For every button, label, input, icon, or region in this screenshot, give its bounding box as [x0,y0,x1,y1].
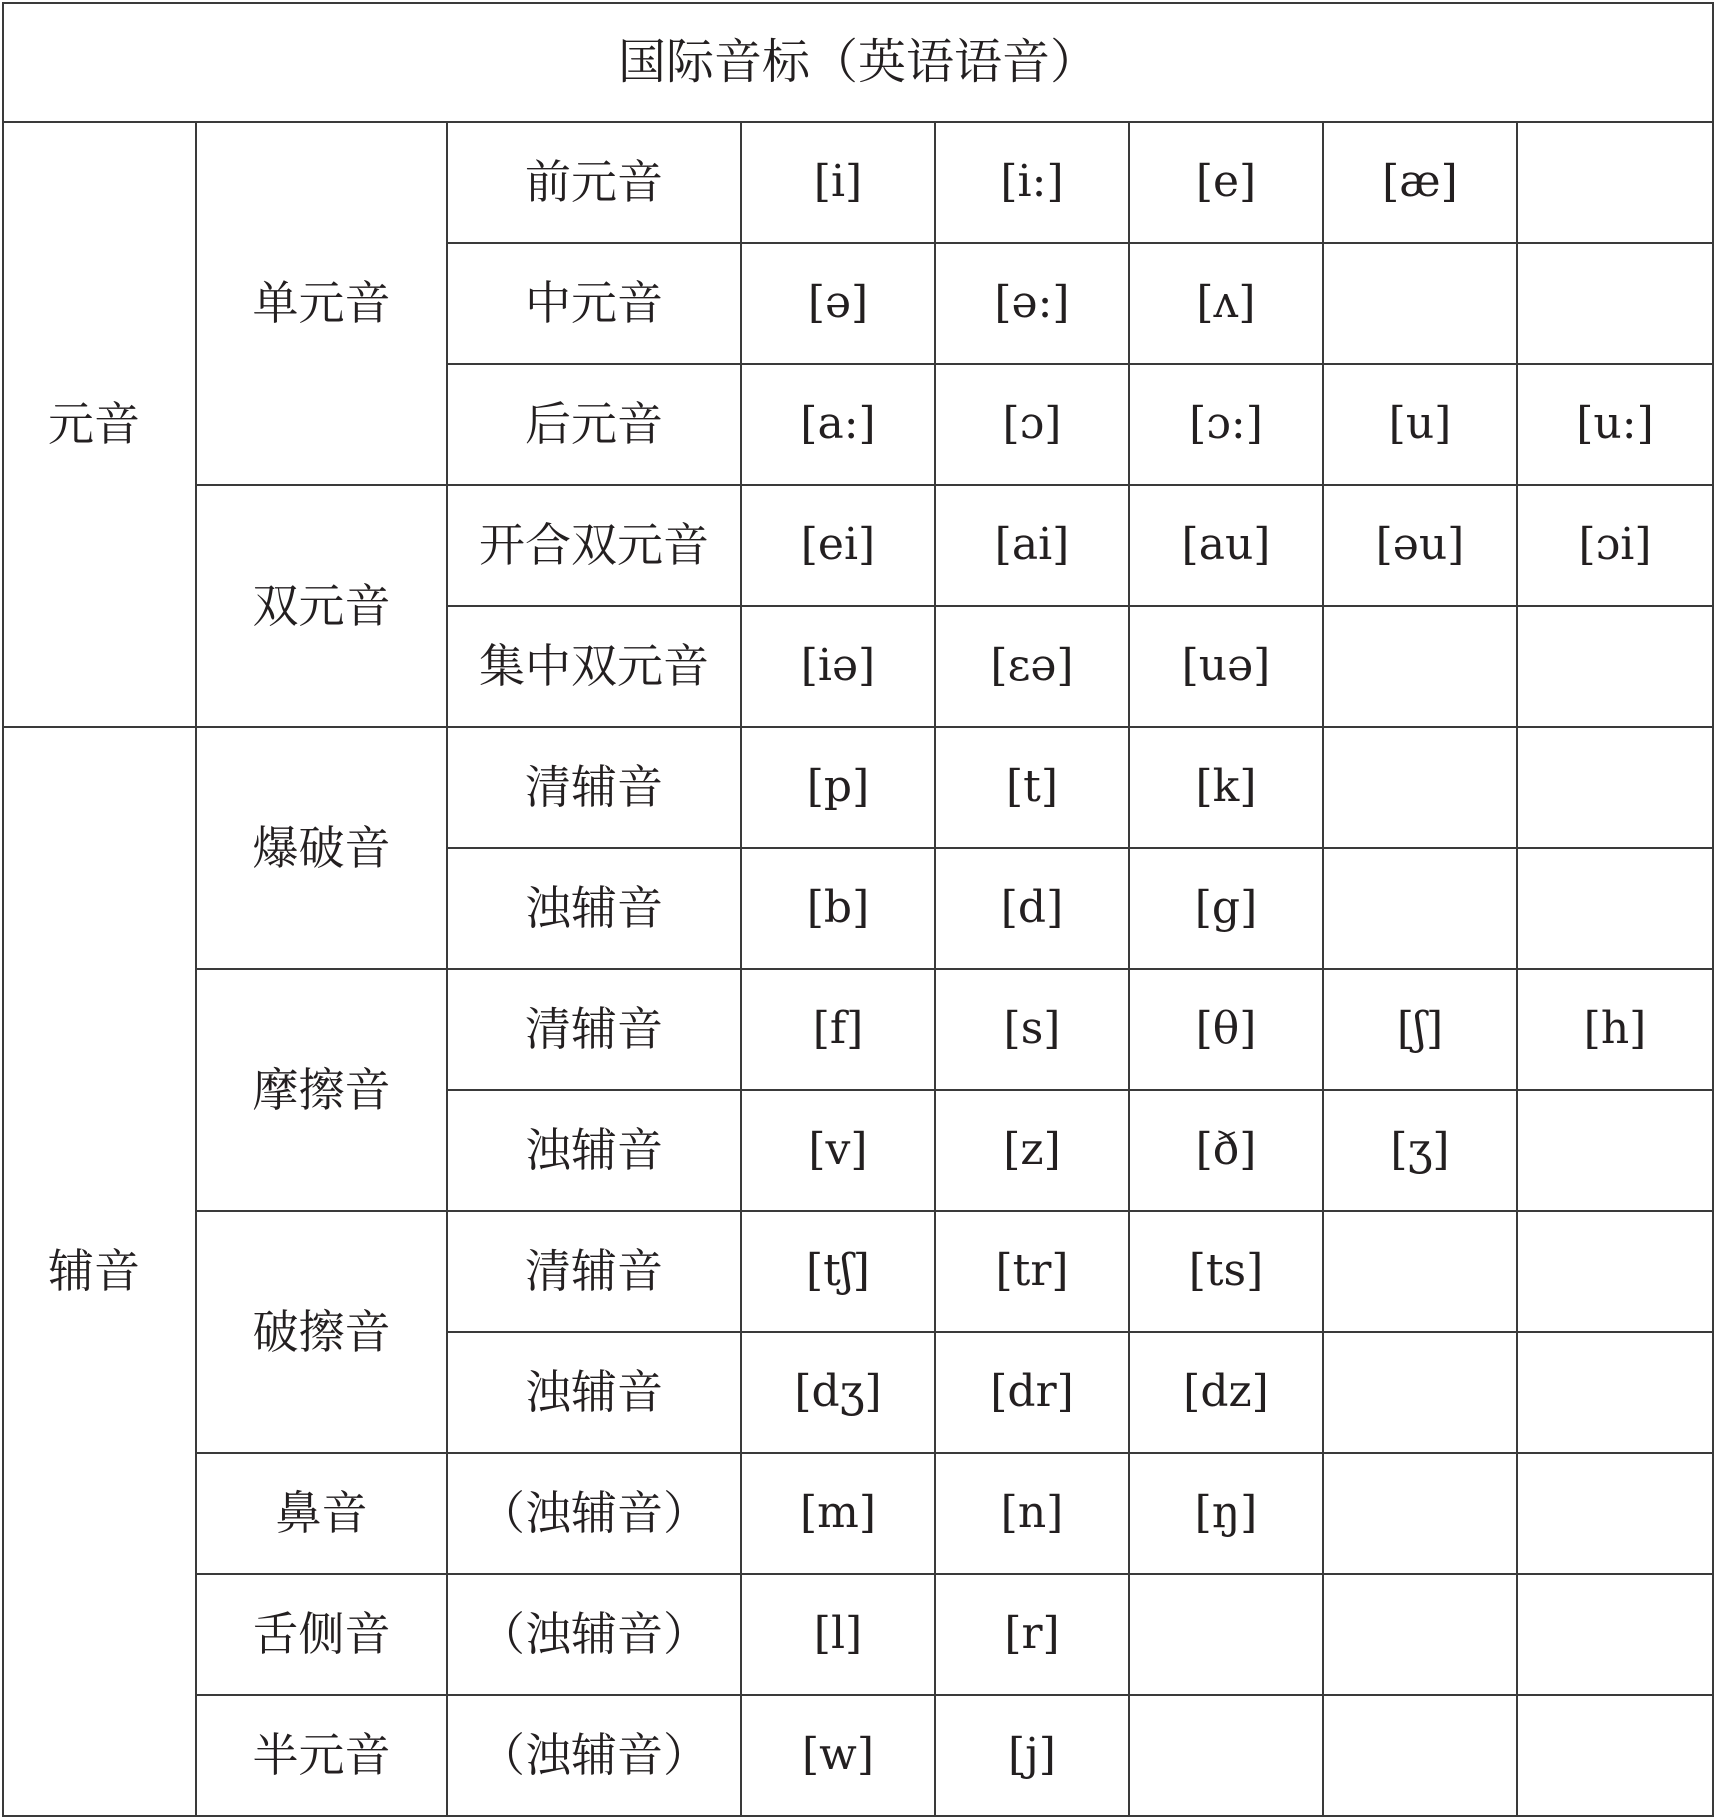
ipa-symbol: [dz] [1129,1332,1323,1453]
ipa-symbol: [au] [1129,485,1323,606]
table-row [3,485,1713,606]
ipa-symbol [1517,1695,1713,1816]
ipa-symbol [1323,606,1517,727]
group-nasal: 鼻音 [196,1453,447,1574]
ipa-symbol: [n] [935,1453,1129,1574]
ipa-symbol [1517,848,1713,969]
ipa-symbol [1517,1332,1713,1453]
ipa-symbol: [i] [741,122,935,243]
row-label: 集中双元音 [447,606,741,727]
ipa-symbol: [u:] [1517,364,1713,485]
ipa-symbol [1517,243,1713,364]
ipa-symbol: [ai] [935,485,1129,606]
row-label: 浊辅音 [447,1090,741,1211]
ipa-symbol: [i:] [935,122,1129,243]
group-plosive: 爆破音 [196,727,447,969]
ipa-symbol: [əu] [1323,485,1517,606]
ipa-symbol: [b] [741,848,935,969]
ipa-symbol: [ɔi] [1517,485,1713,606]
ipa-table [2,2,1714,1817]
group-diphthong: 双元音 [196,485,447,727]
ipa-symbol: [r] [935,1574,1129,1695]
ipa-symbol: [ŋ] [1129,1453,1323,1574]
ipa-symbol: [ʌ] [1129,243,1323,364]
ipa-symbol: [v] [741,1090,935,1211]
group-monophthong: 单元音 [196,122,447,485]
ipa-symbol: [εə] [935,606,1129,727]
ipa-symbol: [s] [935,969,1129,1090]
ipa-symbol [1517,122,1713,243]
row-label: （浊辅音） [447,1695,741,1816]
ipa-symbol: [u] [1323,364,1517,485]
row-label: 浊辅音 [447,1332,741,1453]
row-label: 清辅音 [447,1211,741,1332]
table-row [3,1211,1713,1332]
ipa-symbol [1323,1211,1517,1332]
table-row [3,1695,1713,1816]
ipa-symbol: [tr] [935,1211,1129,1332]
ipa-symbol: [p] [741,727,935,848]
row-label: 开合双元音 [447,485,741,606]
ipa-symbol [1323,1453,1517,1574]
ipa-symbol: [j] [935,1695,1129,1816]
ipa-symbol: [ə] [741,243,935,364]
category-consonant: 辅音 [3,727,196,1816]
group-fricative: 摩擦音 [196,969,447,1211]
row-label: 浊辅音 [447,848,741,969]
ipa-symbol [1323,848,1517,969]
ipa-symbol: [w] [741,1695,935,1816]
row-label: 前元音 [447,122,741,243]
ipa-symbol: [ʒ] [1323,1090,1517,1211]
ipa-symbol: [m] [741,1453,935,1574]
ipa-symbol: [g] [1129,848,1323,969]
ipa-symbol: [iə] [741,606,935,727]
ipa-symbol [1323,1695,1517,1816]
ipa-symbol [1323,1332,1517,1453]
row-label: （浊辅音） [447,1574,741,1695]
row-label: 清辅音 [447,969,741,1090]
table-row [3,122,1713,243]
ipa-symbol [1517,1453,1713,1574]
ipa-symbol: [tʃ] [741,1211,935,1332]
ipa-symbol: [ə:] [935,243,1129,364]
ipa-symbol [1517,1574,1713,1695]
ipa-symbol: [z] [935,1090,1129,1211]
ipa-symbol: [æ] [1323,122,1517,243]
ipa-symbol [1323,1574,1517,1695]
ipa-symbol [1517,727,1713,848]
row-label: 中元音 [447,243,741,364]
ipa-symbol: [k] [1129,727,1323,848]
ipa-symbol [1323,243,1517,364]
ipa-symbol: [d] [935,848,1129,969]
ipa-symbol [1129,1695,1323,1816]
ipa-symbol: [e] [1129,122,1323,243]
ipa-symbol [1517,1090,1713,1211]
ipa-symbol [1517,606,1713,727]
table-title: 国际音标（英语语音） [3,3,1713,122]
ipa-symbol: [l] [741,1574,935,1695]
group-semivowel: 半元音 [196,1695,447,1816]
ipa-symbol: [dʒ] [741,1332,935,1453]
row-label: （浊辅音） [447,1453,741,1574]
ipa-symbol: [f] [741,969,935,1090]
group-affricate: 破擦音 [196,1211,447,1453]
row-label: 后元音 [447,364,741,485]
ipa-symbol [1517,1211,1713,1332]
category-vowel: 元音 [3,122,196,727]
table-row [3,969,1713,1090]
table-row [3,1574,1713,1695]
row-label: 清辅音 [447,727,741,848]
ipa-symbol: [dr] [935,1332,1129,1453]
ipa-symbol [1129,1574,1323,1695]
ipa-symbol: [a:] [741,364,935,485]
ipa-symbol: [ei] [741,485,935,606]
ipa-symbol: [uə] [1129,606,1323,727]
ipa-symbol: [ʃ] [1323,969,1517,1090]
ipa-symbol: [θ] [1129,969,1323,1090]
ipa-symbol: [ð] [1129,1090,1323,1211]
ipa-symbol [1323,727,1517,848]
ipa-symbol: [ɔ] [935,364,1129,485]
ipa-symbol: [ts] [1129,1211,1323,1332]
ipa-symbol: [ɔ:] [1129,364,1323,485]
ipa-symbol: [t] [935,727,1129,848]
group-lateral: 舌侧音 [196,1574,447,1695]
table-row [3,1453,1713,1574]
table-row [3,727,1713,848]
ipa-symbol: [h] [1517,969,1713,1090]
